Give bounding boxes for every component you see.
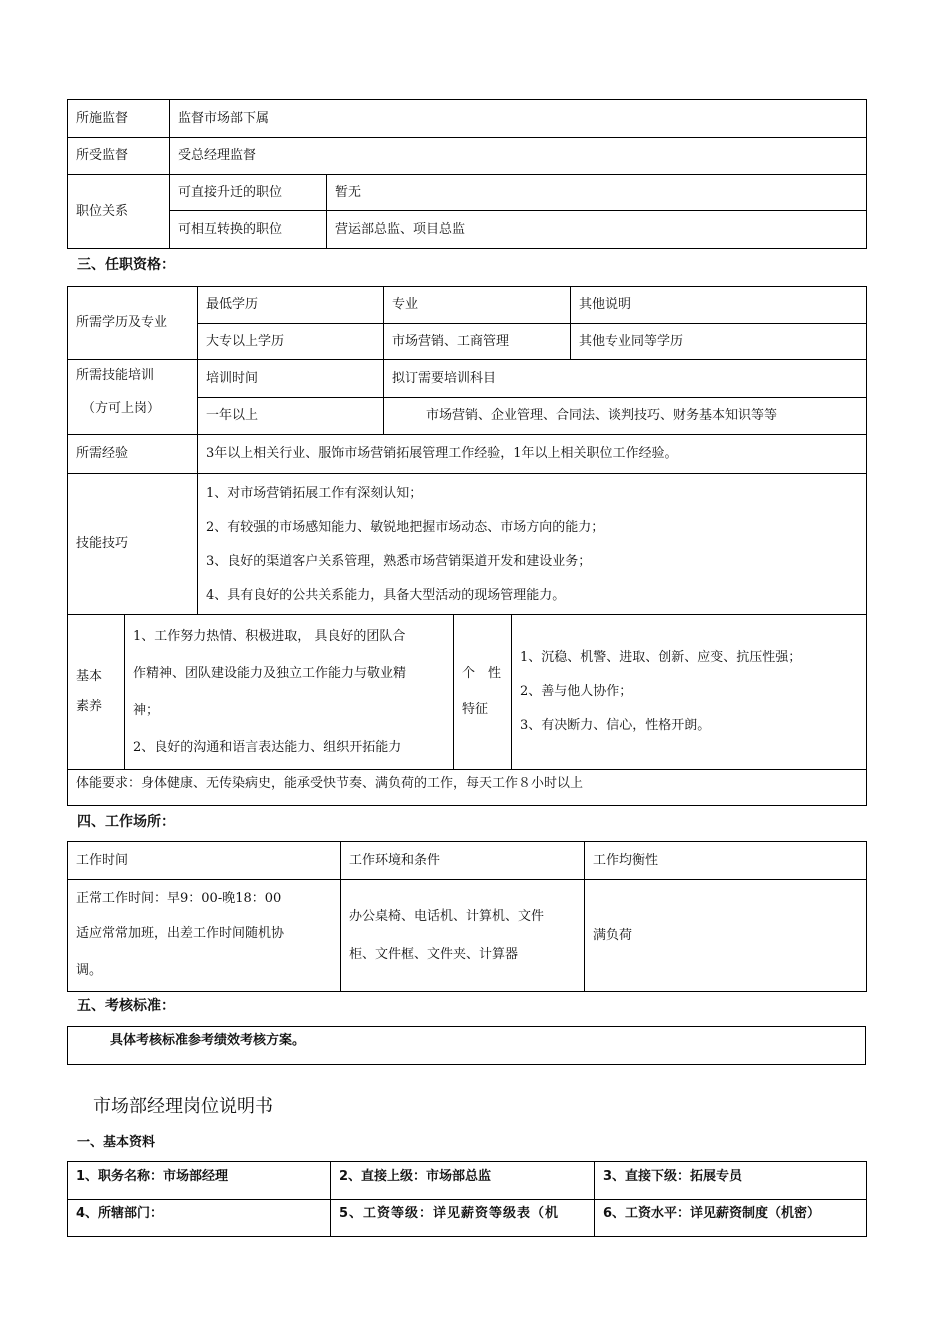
basic-line: 神； <box>133 703 160 718</box>
experience-value: 3年以上相关行业、服饰市场营销拓展管理工作经验，1年以上相关职位工作经验。 <box>198 435 867 474</box>
work-time-line: 正常工作时间：早9：00-晚18：00 <box>76 891 282 906</box>
supervised-value: 受总经理监督 <box>170 138 867 175</box>
work-balance-header: 工作均衡性 <box>585 842 867 880</box>
relation-label: 职位关系 <box>68 175 170 249</box>
edu-label: 所需学历及专业 <box>68 287 198 360</box>
promote-value: 暂无 <box>327 175 867 211</box>
work-env-value <box>341 880 585 992</box>
direct-subordinate-cell: 3、直接下级：拓展专员 <box>595 1162 867 1200</box>
document-title: 市场部经理岗位说明书 <box>93 1096 273 1117</box>
physical-requirement: 体能要求：身体健康、无传染病史，能承受快节奏、满负荷的工作，每天工作８小时以上 <box>68 770 867 806</box>
skill-item: 2、有较强的市场感知能力、敏锐地把握市场动态、市场方向的能力； <box>206 520 605 535</box>
promote-label: 可直接升迁的职位 <box>170 175 327 211</box>
skill-item: 4、具有良好的公共关系能力，具备大型活动的现场管理能力。 <box>206 588 566 603</box>
train-label-line-2: （方可上岗） <box>82 400 161 416</box>
train-time-value: 一年以上 <box>198 398 384 435</box>
work-balance-value: 满负荷 <box>585 880 867 992</box>
section-assessment-heading: 五、考核标准： <box>77 998 175 1014</box>
basic-line: 1、工作努力热情、积极进取， 具良好的团队合 <box>133 629 406 644</box>
edu-major-header: 专业 <box>384 287 571 324</box>
skill-list <box>198 474 867 615</box>
work-time-line: 调。 <box>76 963 103 978</box>
supervise-label: 所施监督 <box>68 100 170 138</box>
position-relations-table <box>67 99 867 249</box>
skill-label: 技能技巧 <box>68 474 198 615</box>
basic-info-table <box>67 1161 867 1237</box>
supervise-value: 监督市场部下属 <box>170 100 867 138</box>
transfer-value: 营运部总监、项目总监 <box>327 211 867 249</box>
direct-superior-cell: 2、直接上级：市场部总监 <box>331 1162 595 1200</box>
assessment-table <box>67 1026 866 1065</box>
basic-line: 作精神、团队建设能力及独立工作能力与敬业精 <box>133 666 407 681</box>
section-workplace-heading: 四、工作场所： <box>77 814 175 830</box>
section-qualification-heading: 三、任职资格： <box>77 257 175 273</box>
train-time-header: 培训时间 <box>198 360 384 398</box>
transfer-label: 可相互转换的职位 <box>170 211 327 249</box>
skill-item: 3、良好的渠道客户关系管理，熟悉市场营销渠道开发和建设业务； <box>206 554 592 569</box>
basic-quality-value <box>125 615 454 770</box>
assessment-value: 具体考核标准参考绩效考核方案。 <box>68 1027 866 1065</box>
work-time-value <box>68 880 341 992</box>
section-basic-info-heading: 一、基本资料 <box>77 1135 156 1150</box>
personal-label-line-1: 个 性 <box>462 666 502 682</box>
supervised-label: 所受监督 <box>68 138 170 175</box>
personal-label-line-2: 特征 <box>462 702 489 717</box>
edu-min-header: 最低学历 <box>198 287 384 324</box>
personal-line: 1、沉稳、机警、进取、创新、应变、抗压性强； <box>520 650 802 665</box>
edu-other-header: 其他说明 <box>571 287 867 324</box>
departments-cell: 4、所辖部门： <box>68 1200 331 1237</box>
train-subject-header: 拟订需要培训科目 <box>384 360 867 398</box>
salary-grade-cell: 5、工资等级：详见薪资等级表（机 <box>331 1200 595 1237</box>
train-label-line-1: 所需技能培训 <box>76 368 155 383</box>
edu-other-value: 其他专业同等学历 <box>571 324 867 360</box>
basic-line: 2、良好的沟通和语言表达能力、组织开拓能力 <box>133 740 402 755</box>
qualification-table <box>67 286 867 806</box>
work-time-line: 适应常常加班，出差工作时间随机协 <box>76 926 285 941</box>
basic-quality-label <box>68 615 125 770</box>
job-title-cell: 1、职务名称：市场部经理 <box>68 1162 331 1200</box>
personal-trait-value <box>512 615 867 770</box>
personal-trait-label <box>454 615 512 770</box>
experience-label: 所需经验 <box>68 435 198 474</box>
skill-item: 1、对市场营销拓展工作有深刻认知； <box>206 486 423 501</box>
basic-label-line-2: 素养 <box>76 699 103 714</box>
edu-major-value: 市场营销、工商管理 <box>384 324 571 360</box>
train-label <box>68 360 198 435</box>
work-time-header: 工作时间 <box>68 842 341 880</box>
personal-line: 2、善与他人协作； <box>520 684 633 699</box>
basic-label-line-1: 基本 <box>76 669 103 685</box>
salary-level-cell: 6、工资水平：详见薪资制度（机密） <box>595 1200 867 1237</box>
work-env-line: 柜、文件框、文件夹、计算器 <box>349 946 519 962</box>
train-subject-value: 市场营销、企业管理、合同法、谈判技巧、财务基本知识等等 <box>384 398 867 435</box>
work-env-header: 工作环境和条件 <box>341 842 585 880</box>
workplace-table <box>67 841 867 992</box>
work-env-line: 办公桌椅、电话机、计算机、文件 <box>349 908 545 924</box>
personal-line: 3、有决断力、信心，性格开朗。 <box>520 718 711 733</box>
edu-min-value: 大专以上学历 <box>198 324 384 360</box>
